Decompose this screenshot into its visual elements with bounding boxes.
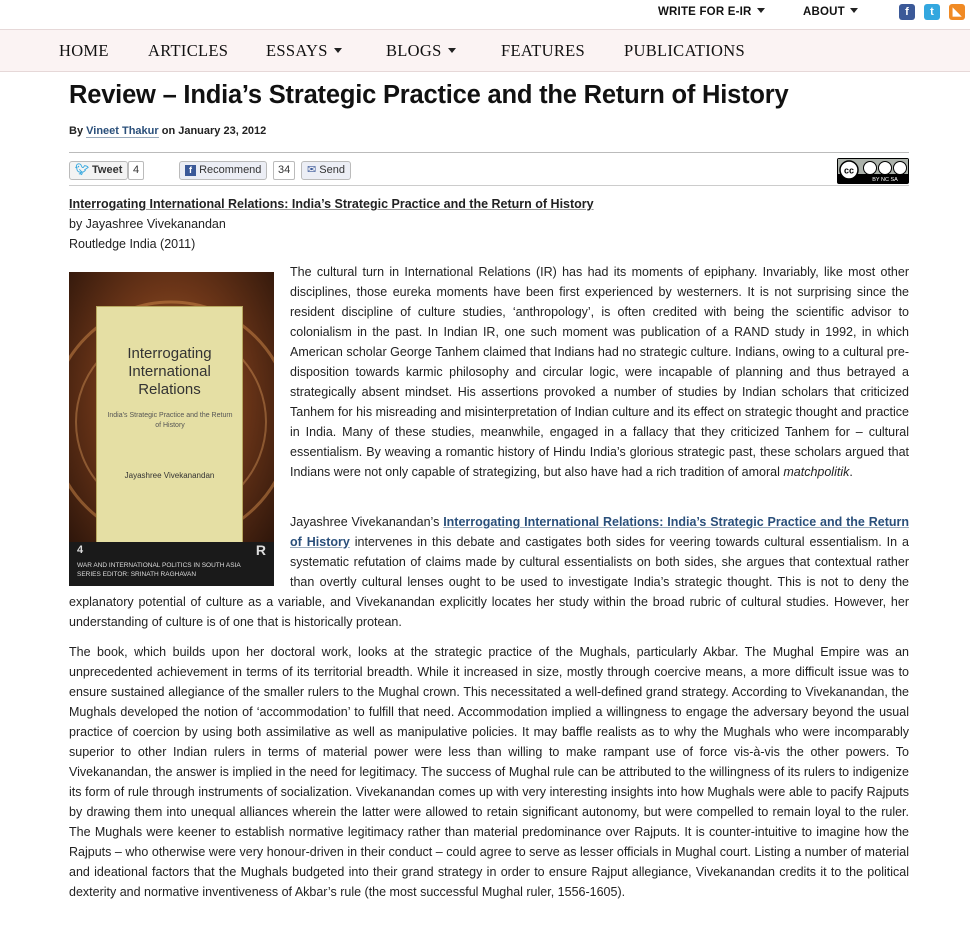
cover-series-name: WAR AND INTERNATIONAL POLITICS IN SOUTH ASIA [77, 562, 241, 569]
creative-commons-license-icon[interactable] [837, 158, 909, 184]
nav-essays-label: ESSAYS [266, 41, 328, 60]
about-menu[interactable] [803, 6, 858, 18]
paragraph-2-wrap [69, 512, 909, 632]
send-label: Send [319, 164, 345, 176]
nav-publications[interactable]: PUBLICATIONS [624, 41, 745, 60]
send-icon: ✉︎ [307, 164, 317, 176]
paragraph-1 [290, 262, 909, 482]
facebook-icon: f [185, 165, 196, 176]
paragraph-3: The book, which builds upon her doctoral work, looks at the strategic practice of the Mughals, particularly Akbar. The Mughal Empire was an unprecedented achievement in terms of its territorial breadth. While it increased in size, mostly through coercive means, a more difficult issue was to ensure sustained allegiance of the smaller rulers to the Mughal crown. This necessitated a well-defined grand strategy. According to Vivekanandan, the Mughals developed the notion of ‘accommodation’ to fulfill that need. Accommodation implied a willingness to engage the adversary beyond the usual practice of coercion by using both assimilative as well as manipulative policies. It may baffle realists as to why the Mughals who were incomparably superior to other Indian rulers in terms of material power were less than willing to make rampant use of force vis-à-vis the other powers. To Vivekanandan, the answer is implied in the need for legitimacy. The success of Mughal rule can be attributed to the willingness of its rulers to indigenize its form of rule through instruments of socialization. Vivekanandan comes up with very interesting insights into how Mughals were able to pacify Rajputs by drawing them into unequal alliances wherein the latter were allowed to retain significant autonomy, but were compelled to remain loyal to the ruler. The Mughals were keener to establish normative legitimacy rather than material predominance over Rajputs. It is counter-intuitive to imagine how the Rajputs – who otherwise were very honour-driven in their conduct – could agree to serve as lesser officials in Mughal court. Listing a number of material and ideational factors that the Mughals budgeted into their grand strategy in order to ensure Rajput allegiance, Vivekanandan credits it to the political dexterity and normative inventiveness of Akbar’s rule (the most successful Mughal ruler, 1556-1605). [69, 645, 909, 899]
twitter-icon[interactable]: t [924, 4, 940, 20]
nav-essays[interactable] [266, 41, 342, 61]
book-details [69, 194, 594, 254]
about-label: ABOUT [803, 6, 845, 18]
cover-title-panel [96, 306, 243, 545]
twitter-bird-icon: 🐦︎ [75, 164, 89, 176]
cover-series-number: 4 [77, 544, 84, 556]
svg-text:BY NC SA: BY NC SA [872, 177, 898, 183]
byline [69, 125, 266, 137]
page-title: Review – India’s Strategic Practice and the Return of History [69, 81, 789, 109]
author-link[interactable]: Vineet Thakur [86, 125, 159, 137]
facebook-icon[interactable]: f [899, 4, 915, 20]
svg-text:cc: cc [843, 165, 855, 176]
paragraph-2-text: intervenes in this debate and castigates both sides for veering towards cultural essentialism. In a systematic refutation of claims made by cultural essentialists on both sides, she argues that contextual rather than overtly cultural lenses ought to be used to investigate India’s strategic thought. This is not to deny the explanatory potential of culture as a variable, and Vivekanandan explicitly locates her study within the broad rubric of cultural studies. However, her understanding of culture is of one that is historically protean. [69, 535, 909, 629]
nav-blogs-label: BLOGS [386, 41, 442, 60]
book-author: by Jayashree Vivekanandan [69, 217, 226, 231]
recommend-button[interactable] [179, 161, 267, 180]
post-date: on January 23, 2012 [158, 125, 267, 137]
top-bar [0, 0, 970, 29]
main-navigation [0, 29, 970, 72]
rss-icon[interactable]: ◣ [949, 4, 965, 20]
cover-title: Interrogating International Relations [127, 345, 212, 398]
paragraph-2-start: Jayashree Vivekanandan’s [290, 515, 444, 529]
chevron-down-icon [334, 48, 342, 53]
cc-badge-graphic [838, 159, 908, 183]
paragraph-1-text: The cultural turn in International Relations (IR) has had its moments of epiphany. Invariably, like most other disciplines, those eureka moments have been first experienced by westerners. It is not surprising since the resident discipline of culture studies, ‘anthropology’, is often credited with being the scientific advisor to colonialism in the past. In Indian IR, one such moment was publication of a RAND study in 1992, in which American scholar George Tanhem claimed that Indians had no strategic culture. Indians, owing to a cultural pre-disposition towards karmic philosophy and circular logic, were incapable of planning and thus betrayed a strategically absent mindset. His assertions provoked a number of studies by Indian scholars that criticized Tanhem for his misreading and misinterpretation of Indian culture and its effect on strategic thought and practice in India. Many of these studies, meanwhile, engaged in a fallacy that they criticized Tanhem for – cultural essentialism. By weaving a romantic history of Hindu India’s glorious strategic past, these scholars argued that Indians were not only capable of strategizing, but also have had a rich tradition of amoral [290, 265, 909, 479]
recommend-count: 34 [273, 161, 295, 180]
cover-author: Jayashree Vivekanandan [124, 471, 215, 480]
nav-blogs[interactable] [386, 41, 456, 61]
share-bar [69, 152, 909, 186]
nav-home[interactable]: HOME [59, 41, 109, 60]
chevron-down-icon [850, 8, 858, 13]
write-for-eir-label: WRITE FOR E-IR [658, 6, 752, 18]
send-button[interactable] [301, 161, 351, 180]
byline-prefix: By [69, 125, 87, 137]
chevron-down-icon [757, 8, 765, 13]
paragraph-1-emphasis: matchpolitik [783, 465, 850, 479]
cover-series-editor: SERIES EDITOR: SRINATH RAGHAVAN [77, 571, 197, 578]
cover-subtitle: India’s Strategic Practice and the Return of History [107, 412, 233, 429]
tweet-button[interactable] [69, 161, 128, 180]
cover-float-spacer [69, 512, 290, 592]
book-link[interactable]: Interrogating International Relations: India’s Strategic Practice and the Return of History [290, 515, 909, 549]
tweet-count: 4 [128, 161, 144, 180]
nav-features[interactable]: FEATURES [501, 41, 585, 60]
tweet-label: Tweet [92, 164, 123, 176]
book-title[interactable]: Interrogating International Relations: India’s Strategic Practice and the Return of History [69, 197, 594, 211]
recommend-label: Recommend [199, 164, 262, 176]
nav-articles[interactable]: ARTICLES [148, 41, 229, 60]
chevron-down-icon [448, 48, 456, 53]
book-publisher: Routledge India (2011) [69, 237, 196, 251]
write-for-eir-menu[interactable] [658, 6, 765, 18]
paragraph-1-end: . [849, 465, 853, 479]
publisher-logo-icon: R [255, 542, 266, 558]
